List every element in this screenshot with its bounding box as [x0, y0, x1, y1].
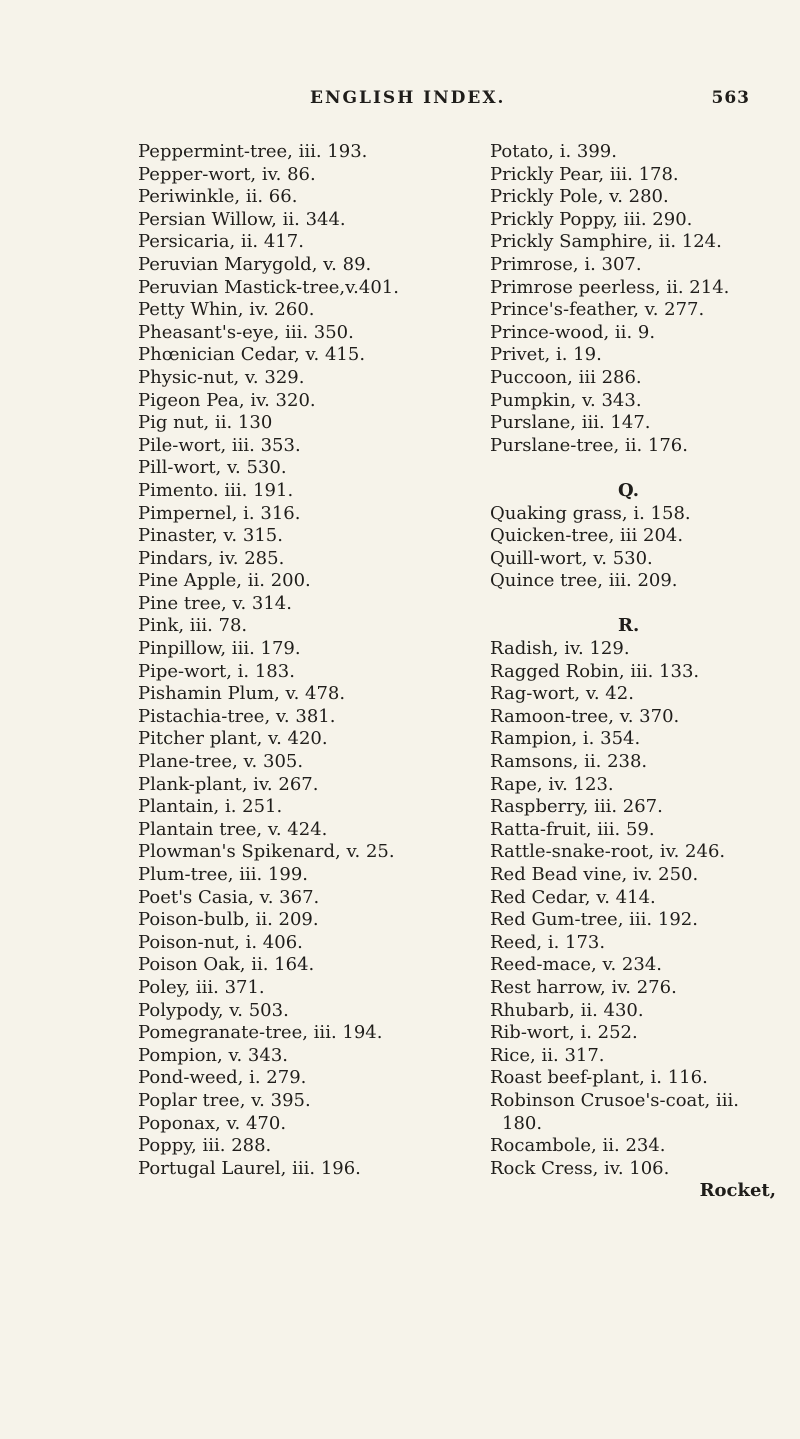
index-entry: Poison-nut, i. 406.	[138, 931, 303, 953]
index-entry: Periwinkle, ii. 66.	[138, 186, 298, 208]
index-entry: Ratta-fruit, iii. 59.	[490, 818, 655, 840]
index-entry: Pistachia-tree, v. 381.	[138, 705, 336, 727]
index-entry: Quill-wort, v. 530.	[490, 547, 653, 569]
index-entry: Pompion, v. 343.	[138, 1044, 288, 1066]
index-entry: Rape, iv. 123.	[490, 773, 614, 795]
index-entry: Pomegranate-tree, iii. 194.	[138, 1022, 383, 1044]
index-entry: Pipe-wort, i. 183.	[138, 660, 295, 682]
index-entry: Pink, iii. 78.	[138, 615, 248, 637]
index-entry: Rest harrow, iv. 276.	[490, 976, 677, 998]
index-entry: Privet, i. 19.	[490, 344, 602, 366]
index-entry: Prince-wood, ii. 9.	[490, 321, 656, 343]
index-entry: Rampion, i. 354.	[490, 728, 641, 750]
index-entry: 180.	[502, 1112, 543, 1134]
index-entry: Rattle-snake-root, iv. 246.	[490, 841, 726, 863]
index-entry: Red Bead vine, iv. 250.	[490, 864, 699, 885]
index-entry: Pimento. iii. 191.	[138, 479, 294, 501]
index-entry: Prickly Poppy, iii. 290.	[490, 208, 693, 230]
index-entry: Rib-wort, i. 252.	[490, 1022, 638, 1044]
index-entry: Robinson Crusoe's-coat, iii.	[490, 1089, 739, 1111]
index-entry: Pine Apple, ii. 200.	[138, 570, 311, 592]
index-entry: Persian Willow, ii. 344.	[138, 208, 346, 230]
index-entry: Rice, ii. 317.	[490, 1044, 605, 1066]
index-entry: Ramsons, ii. 238.	[490, 751, 648, 773]
index-entry: Pinpillow, iii. 179.	[138, 638, 301, 660]
index-entry: Purslane, iii. 147.	[490, 412, 651, 434]
index-entry: Plowman's Spikenard, v. 25.	[138, 841, 395, 863]
index-entry: Poppy, iii. 288.	[138, 1135, 272, 1157]
index-entry: Pishamin Plum, v. 478.	[138, 683, 346, 705]
index-entry: Pumpkin, v. 343.	[490, 389, 642, 411]
index-entry: Red Cedar, v. 414.	[490, 886, 656, 908]
index-entry: Poponax, v. 470.	[138, 1112, 287, 1134]
index-entry: Polypody, v. 503.	[138, 999, 289, 1021]
index-entry: Primrose, i. 307.	[490, 253, 642, 275]
index-entry: Raspberry, iii. 267.	[490, 796, 663, 818]
index-entry: Poet's Casia, v. 367.	[138, 886, 320, 908]
section-gap	[490, 457, 790, 480]
index-entry: Rock Cress, iv. 106.	[490, 1157, 670, 1179]
index-entry: Pig nut, ii. 130	[138, 412, 273, 434]
catchword: Rocket,	[699, 1180, 776, 1202]
q-entries	[490, 503, 790, 593]
letter-heading-q: Q.	[618, 479, 640, 501]
index-entry: Persicaria, ii. 417.	[138, 231, 304, 253]
page-number: 563	[711, 88, 750, 108]
index-entry: Pindars, iv. 285.	[138, 547, 285, 569]
index-entry: Pepper-wort, iv. 86.	[138, 163, 316, 185]
index-entry: Quicken-tree, iii 204.	[490, 525, 684, 547]
index-entry: Quince tree, iii. 209.	[490, 570, 678, 592]
r-entries	[490, 638, 790, 1180]
index-entry: Rocambole, ii. 234.	[490, 1135, 666, 1157]
right-index-column	[490, 141, 790, 1203]
index-entry: Pile-wort, iii. 353.	[138, 434, 301, 456]
index-entry: Pond-weed, i. 279.	[138, 1067, 307, 1089]
index-entry: Pitcher plant, v. 420.	[138, 728, 328, 750]
index-entry: Poley, iii. 371.	[138, 976, 265, 998]
index-entry: Pimpernel, i. 316.	[138, 502, 301, 524]
index-entry: Peppermint-tree, iii. 193.	[138, 141, 368, 162]
section-gap	[490, 593, 790, 616]
index-entry: Poison-bulb, ii. 209.	[138, 909, 319, 931]
index-entry: Poison Oak, ii. 164.	[138, 954, 315, 976]
index-entry: Prickly Pole, v. 280.	[490, 186, 669, 208]
index-entry: Radish, iv. 129.	[490, 638, 630, 660]
index-entry: Reed-mace, v. 234.	[490, 954, 662, 976]
index-entry: Plane-tree, v. 305.	[138, 751, 304, 773]
index-entry: Pill-wort, v. 530.	[138, 457, 287, 479]
index-entry: Pine tree, v. 314.	[138, 592, 292, 614]
left-index-column	[138, 141, 478, 1180]
index-entry: Plantain, i. 251.	[138, 796, 283, 818]
index-entry: Rag-wort, v. 42.	[490, 683, 634, 705]
index-entry: Peruvian Mastick-tree,v.401.	[138, 276, 399, 298]
index-entry: Phœnician Cedar, v. 415.	[138, 344, 366, 366]
index-entry: Pheasant's-eye, iii. 350.	[138, 321, 354, 343]
index-entry: Plum-tree, iii. 199.	[138, 864, 308, 885]
index-entry: Poplar tree, v. 395.	[138, 1089, 311, 1111]
index-entry: Ramoon-tree, v. 370.	[490, 705, 680, 727]
p-entries	[490, 141, 790, 457]
index-entry: Prickly Pear, iii. 178.	[490, 163, 679, 185]
letter-heading-r: R.	[618, 615, 640, 637]
running-title: ENGLISH INDEX.	[310, 88, 506, 108]
index-entry: Red Gum-tree, iii. 192.	[490, 909, 698, 931]
index-entry: Rhubarb, ii. 430.	[490, 999, 644, 1021]
index-entry: Pigeon Pea, iv. 320.	[138, 389, 316, 411]
index-entry: Puccoon, iii 286.	[490, 366, 642, 388]
index-entry: Plank-plant, iv. 267.	[138, 773, 319, 795]
index-entry: Petty Whin, iv. 260.	[138, 299, 315, 321]
index-entry: Prince's-feather, v. 277.	[490, 299, 705, 321]
index-entry: Purslane-tree, ii. 176.	[490, 434, 688, 456]
index-entry: Pinaster, v. 315.	[138, 525, 283, 547]
index-entry: Reed, i. 173.	[490, 931, 606, 953]
index-entry: Potato, i. 399.	[490, 141, 617, 162]
index-entry: Physic-nut, v. 329.	[138, 366, 305, 388]
index-entry: Portugal Laurel, iii. 196.	[138, 1157, 361, 1179]
index-entry: Roast beef-plant, i. 116.	[490, 1067, 708, 1089]
index-entry: Prickly Samphire, ii. 124.	[490, 231, 722, 253]
index-entry: Plantain tree, v. 424.	[138, 818, 328, 840]
index-entry: Ragged Robin, iii. 133.	[490, 660, 700, 682]
index-entry: Primrose peerless, ii. 214.	[490, 276, 730, 298]
index-entry: Quaking grass, i. 158.	[490, 502, 691, 524]
index-entry: Peruvian Marygold, v. 89.	[138, 253, 372, 275]
